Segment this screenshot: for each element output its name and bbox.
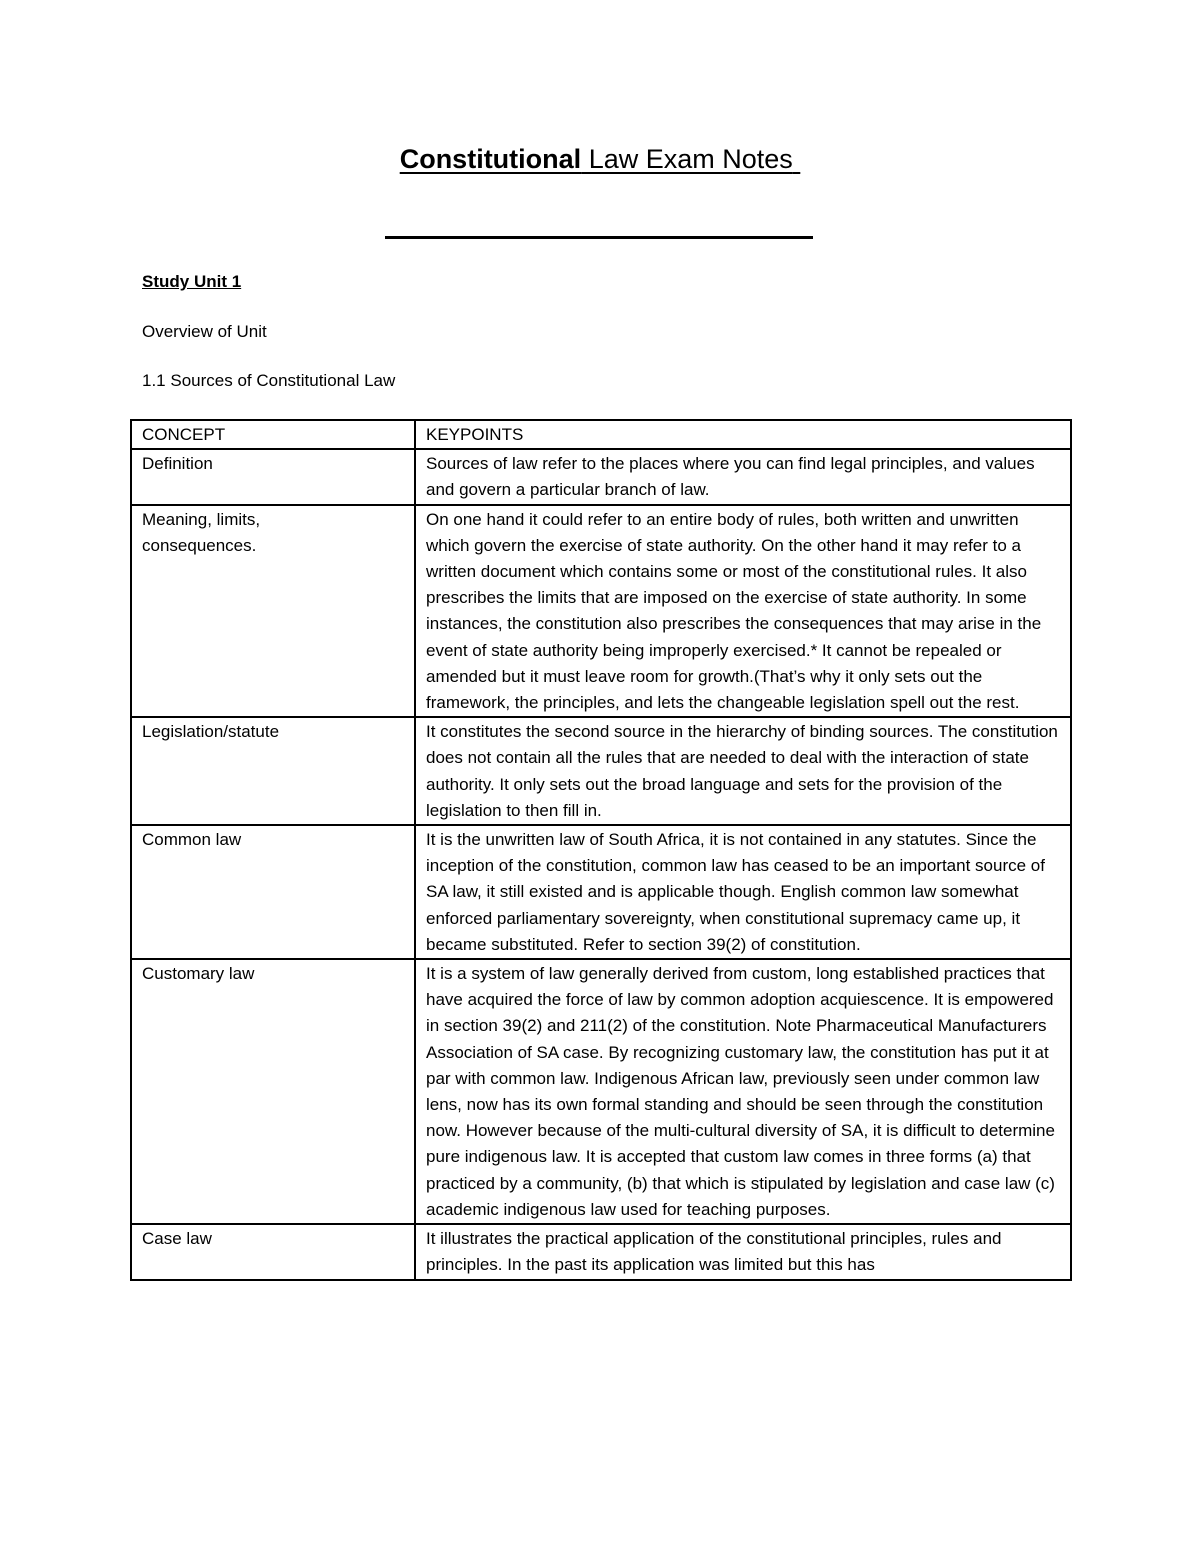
concept-cell: Legislation/statute xyxy=(131,717,415,825)
table-row xyxy=(131,505,1071,718)
table-row xyxy=(131,825,1071,959)
title-divider-rule xyxy=(385,236,813,239)
keypoints-cell: It is a system of law generally derived from custom, long established practices that have acquired the force of law by common adoption acquiescence. It is empowered in section 39(2) and 211(2) of the constitution. Note Pharmaceutical Manufacturers Association of SA case. By recognizing customary law, the constitution has put it at par with common law. Indigenous African law, previously seen under common law lens, now has its own formal standing and should be seen through the constitution now. However because of the multi-cultural diversity of SA, it is difficult to determine pure indigenous law. It is accepted that custom law comes in three forms (a) that practiced by a community, (b) that which is stipulated by legislation and case law (c) academic indigenous law used for teaching purposes. xyxy=(415,959,1071,1224)
document-title xyxy=(0,142,1200,176)
concept-cell: Common law xyxy=(131,825,415,959)
title-rest-part: Law Exam Notes xyxy=(581,144,793,174)
keypoints-cell: It constitutes the second source in the hierarchy of binding sources. The constitution does not contain all the rules that are needed to deal with the interaction of state authority. It only sets out the broad language and sets for the provision of the legislation to then fill in. xyxy=(415,717,1071,825)
section-heading: 1.1 Sources of Constitutional Law xyxy=(142,371,396,390)
study-unit-heading: Study Unit 1 xyxy=(142,272,242,291)
table-row xyxy=(131,1224,1071,1279)
keypoints-cell: It illustrates the practical application of the constitutional principles, rules and principles. In the past its application was limited but this has xyxy=(415,1224,1071,1279)
concept-cell: Meaning, limits, consequences. xyxy=(131,505,415,718)
keypoints-cell: It is the unwritten law of South Africa, it is not contained in any statutes. Since the inception of the constitution, common law has ceased to be an important source of SA law, it still existed and is applicable though. English common law somewhat enforced parliamentary sovereignty, when constitutional supremacy came up, it became substituted. Refer to section 39(2) of constitution. xyxy=(415,825,1071,959)
concepts-table xyxy=(130,419,1072,1281)
table-header-row xyxy=(131,420,1071,449)
overview-label: Overview of Unit xyxy=(142,322,267,341)
keypoints-cell: On one hand it could refer to an entire body of rules, both written and unwritten which govern the exercise of state authority. On the other hand it may refer to a written document which contains some or most of the constitutional rules. It also prescribes the limits that are imposed on the exercise of state authority. In some instances, the constitution also prescribes the consequences that may arise in the event of state authority being improperly exercised.* It cannot be repealed or amended but it must leave room for growth.(That’s why it only sets out the framework, the principles, and lets the changeable legislation spell out the rest. xyxy=(415,505,1071,718)
header-keypoints: KEYPOINTS xyxy=(415,420,1071,449)
concept-cell: Definition xyxy=(131,449,415,504)
keypoints-cell: Sources of law refer to the places where you can find legal principles, and values and govern a particular branch of law. xyxy=(415,449,1071,504)
table-row xyxy=(131,959,1071,1224)
concept-cell: Customary law xyxy=(131,959,415,1224)
table-row xyxy=(131,449,1071,504)
table-row xyxy=(131,717,1071,825)
title-bold-part: Constitutional xyxy=(399,144,582,174)
concept-cell: Case law xyxy=(131,1224,415,1279)
header-concept: CONCEPT xyxy=(131,420,415,449)
document-title-text xyxy=(400,144,801,174)
